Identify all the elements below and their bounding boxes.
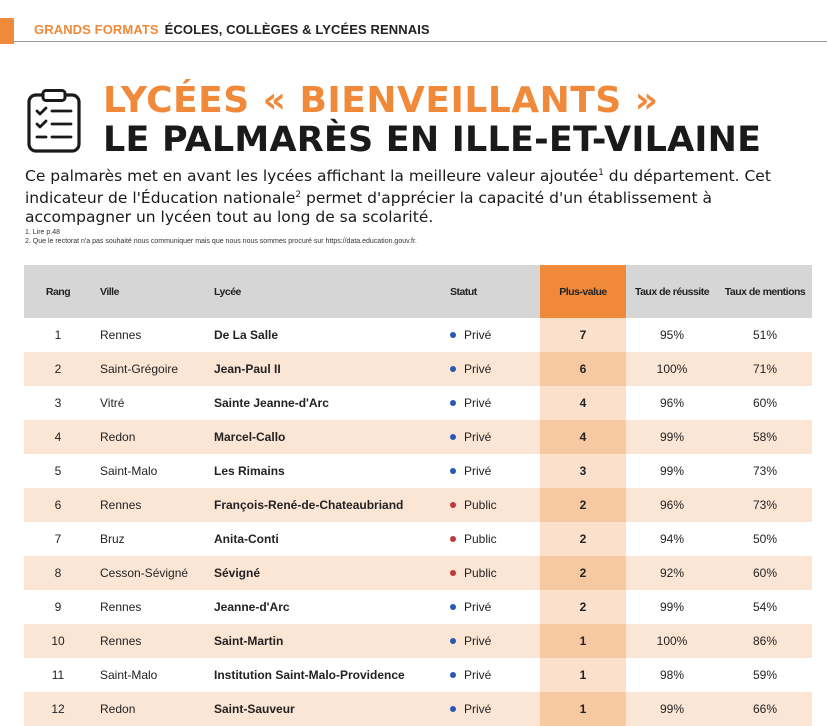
cell-plus-value: 2 xyxy=(540,522,626,556)
section-topic: ÉCOLES, COLLÈGES & LYCÉES RENNAIS xyxy=(164,22,430,37)
cell-lycee: Institution Saint-Malo-Providence xyxy=(214,668,405,682)
cell-statut xyxy=(450,590,540,624)
table-row xyxy=(24,352,812,386)
cell-statut xyxy=(450,488,540,522)
status-label: Privé xyxy=(464,668,492,682)
cell-rang: 5 xyxy=(54,464,62,478)
section-label xyxy=(34,22,430,37)
status-label: Privé xyxy=(464,328,492,342)
status-label: Privé xyxy=(464,362,492,376)
table-row xyxy=(24,420,812,454)
status-label: Public xyxy=(464,498,497,512)
cell-taux-mentions: 58% xyxy=(718,420,812,454)
status-dot-icon xyxy=(450,400,456,406)
cell-statut xyxy=(450,318,540,352)
cell-taux-reussite: 99% xyxy=(626,420,718,454)
ranking-table xyxy=(24,265,812,726)
status-dot-icon xyxy=(450,332,456,338)
cell-statut xyxy=(450,386,540,420)
cell-lycee: François-René-de-Chateaubriand xyxy=(210,488,450,522)
ranking-table-wrapper xyxy=(24,265,812,726)
table-row xyxy=(24,488,812,522)
section-kicker: GRANDS FORMATS xyxy=(34,22,159,37)
cell-plus-value: 4 xyxy=(540,386,626,420)
cell-rang: 1 xyxy=(54,328,62,342)
cell-ville: Rennes xyxy=(92,488,210,522)
cell-statut xyxy=(450,352,540,386)
cell-lycee: Sainte Jeanne-d'Arc xyxy=(214,396,329,410)
headline-black: LE PALMARÈS EN ILLE-ET-VILAINE xyxy=(103,120,762,160)
intro-paragraph xyxy=(25,164,815,227)
status-dot-icon xyxy=(450,570,456,576)
cell-statut xyxy=(450,556,540,590)
header-lycee: Lycée xyxy=(210,265,450,318)
table-row xyxy=(24,522,812,556)
cell-ville: Rennes xyxy=(92,624,210,658)
cell-lycee: Saint-Sauveur xyxy=(210,692,450,726)
cell-plus-value: 1 xyxy=(540,658,626,692)
section-divider xyxy=(14,41,827,42)
footnote-ref-1: 1 xyxy=(598,168,604,178)
cell-taux-mentions: 60% xyxy=(752,396,778,410)
cell-rang: 10 xyxy=(24,624,92,658)
cell-taux-reussite: 95% xyxy=(659,328,685,342)
cell-lycee: Saint-Martin xyxy=(210,624,450,658)
status-dot-icon xyxy=(450,604,456,610)
cell-rang: 8 xyxy=(24,556,92,590)
cell-ville: Redon xyxy=(92,692,210,726)
cell-taux-mentions: 86% xyxy=(718,624,812,658)
cell-plus-value: 2 xyxy=(540,556,626,590)
cell-taux-reussite: 92% xyxy=(626,556,718,590)
cell-taux-mentions: 50% xyxy=(752,532,778,546)
footnote-1: 1. Lire p.48 xyxy=(25,229,61,236)
cell-taux-reussite: 96% xyxy=(659,396,685,410)
clipboard-checklist-icon xyxy=(27,89,81,153)
status-label: Public xyxy=(464,532,497,546)
header-taux-mentions: Taux de mentions xyxy=(718,265,812,318)
table-row xyxy=(24,624,812,658)
cell-statut xyxy=(450,692,540,726)
cell-taux-mentions: 51% xyxy=(752,328,778,342)
status-dot-icon xyxy=(450,366,456,372)
cell-ville: Cesson-Sévigné xyxy=(92,556,210,590)
cell-plus-value: 1 xyxy=(540,692,626,726)
cell-taux-reussite: 100% xyxy=(626,352,718,386)
cell-taux-mentions: 71% xyxy=(718,352,812,386)
cell-taux-reussite: 99% xyxy=(626,692,718,726)
header-statut: Statut xyxy=(450,265,540,318)
header-taux-reussite: Taux de réussite xyxy=(626,265,718,318)
cell-taux-mentions: 54% xyxy=(752,600,778,614)
status-label: Privé xyxy=(464,702,492,716)
cell-rang: 11 xyxy=(51,668,65,682)
cell-ville: Saint-Grégoire xyxy=(92,352,210,386)
cell-ville: Bruz xyxy=(100,532,125,546)
cell-plus-value: 7 xyxy=(540,318,626,352)
cell-ville: Rennes xyxy=(100,328,142,342)
footnote-ref-2: 2 xyxy=(295,190,302,201)
cell-rang: 4 xyxy=(24,420,92,454)
cell-plus-value: 3 xyxy=(540,454,626,488)
status-label: Privé xyxy=(464,634,492,648)
intro-text-2: du département. Cet indicateur de l'Éducation nationale xyxy=(25,167,771,208)
cell-lycee: Sévigné xyxy=(210,556,450,590)
cell-statut xyxy=(450,522,540,556)
cell-rang: 12 xyxy=(24,692,92,726)
table-row xyxy=(24,692,812,726)
cell-taux-reussite: 94% xyxy=(659,532,685,546)
cell-rang: 9 xyxy=(54,600,62,614)
cell-lycee: De La Salle xyxy=(214,328,279,342)
cell-ville: Rennes xyxy=(100,600,142,614)
status-dot-icon xyxy=(450,468,456,474)
cell-taux-mentions: 73% xyxy=(752,464,778,478)
cell-lycee: Jean-Paul II xyxy=(210,352,450,386)
cell-ville: Saint-Malo xyxy=(100,668,158,682)
cell-plus-value: 2 xyxy=(540,590,626,624)
cell-ville: Redon xyxy=(92,420,210,454)
intro-text-1: Ce palmarès met en avant les lycées affichant la meilleure valeur ajoutée xyxy=(25,167,599,186)
cell-plus-value: 2 xyxy=(540,488,626,522)
cell-plus-value: 4 xyxy=(540,420,626,454)
cell-taux-reussite: 100% xyxy=(626,624,718,658)
cell-taux-reussite: 99% xyxy=(659,464,685,478)
cell-statut xyxy=(450,454,540,488)
cell-rang: 2 xyxy=(24,352,92,386)
cell-lycee: Les Rimains xyxy=(214,464,285,478)
cell-lycee: Anita-Conti xyxy=(214,532,279,546)
section-accent-bar xyxy=(0,18,14,44)
status-dot-icon xyxy=(450,536,456,542)
status-dot-icon xyxy=(450,706,456,712)
headline-orange: LYCÉES « BIENVEILLANTS » xyxy=(103,80,659,121)
cell-statut xyxy=(450,658,540,692)
header-plus-value: Plus-value xyxy=(540,265,626,318)
header-rang: Rang xyxy=(24,265,92,318)
cell-rang: 7 xyxy=(54,532,62,546)
cell-plus-value: 6 xyxy=(540,352,626,386)
cell-lycee: Jeanne-d'Arc xyxy=(214,600,290,614)
status-label: Privé xyxy=(464,464,492,478)
status-dot-icon xyxy=(450,672,456,678)
intro-text-3: permet d'apprécier la capacité d'un établissement à accompagner un lycéen tout au long de sa scolarité. xyxy=(25,189,712,227)
status-label: Privé xyxy=(464,600,492,614)
footnote-2: 2. Que le rectorat n'a pas souhaité nous communiquer mais que nous nous sommes procuré sur https://data.education.gouv.fr. xyxy=(25,238,417,245)
table-row xyxy=(24,658,812,692)
table-row xyxy=(24,318,812,352)
cell-lycee: Marcel-Callo xyxy=(210,420,450,454)
status-dot-icon xyxy=(450,638,456,644)
cell-taux-reussite: 96% xyxy=(626,488,718,522)
table-header-row xyxy=(24,265,812,318)
footnotes xyxy=(25,228,815,246)
table-body xyxy=(24,318,812,726)
cell-statut xyxy=(450,420,540,454)
cell-taux-mentions: 66% xyxy=(718,692,812,726)
cell-rang: 6 xyxy=(24,488,92,522)
table-row xyxy=(24,590,812,624)
cell-plus-value: 1 xyxy=(540,624,626,658)
cell-statut xyxy=(450,624,540,658)
cell-rang: 3 xyxy=(54,396,62,410)
cell-taux-reussite: 98% xyxy=(659,668,685,682)
status-label: Public xyxy=(464,566,497,580)
cell-taux-mentions: 73% xyxy=(718,488,812,522)
cell-ville: Vitré xyxy=(100,396,125,410)
status-label: Privé xyxy=(464,396,492,410)
table-row xyxy=(24,454,812,488)
status-dot-icon xyxy=(450,502,456,508)
table-row xyxy=(24,556,812,590)
cell-taux-mentions: 60% xyxy=(718,556,812,590)
table-row xyxy=(24,386,812,420)
header-ville: Ville xyxy=(92,265,210,318)
cell-taux-reussite: 99% xyxy=(659,600,685,614)
cell-taux-mentions: 59% xyxy=(752,668,778,682)
status-label: Privé xyxy=(464,430,492,444)
cell-ville: Saint-Malo xyxy=(100,464,158,478)
status-dot-icon xyxy=(450,434,456,440)
